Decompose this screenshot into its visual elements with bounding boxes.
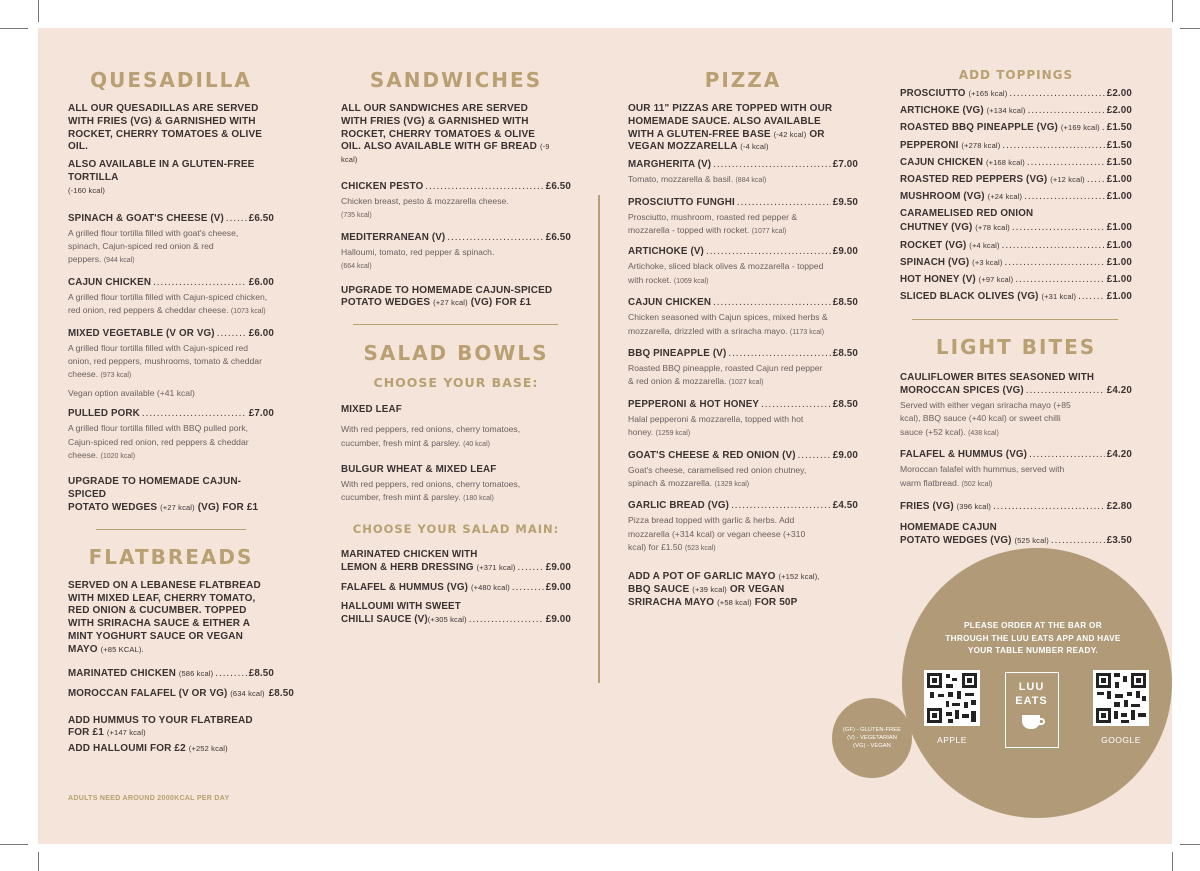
topping-name: ARTICHOKE (VG) (900, 105, 984, 117)
topping-price: £1.50 (1106, 139, 1132, 151)
topping-price: £1.50 (1106, 122, 1132, 134)
crop-mark (1180, 844, 1200, 845)
topping-name: SLICED BLACK OLIVES (VG) (900, 291, 1039, 303)
sandwiches-intro: ALL OUR SANDWICHES ARE SERVED WITH FRIES (VG) & GARNISHED WITH ROCKET, CHERRY TOMATOES & OLIVE OIL. ALSO AVAILABLE WITH GF BREAD (-9 kcal) (341, 103, 550, 165)
topping-price: £1.00 (1106, 191, 1132, 203)
salad-base-item: BULGUR WHEAT & MIXED LEAF With red peppers, red onions, cherry tomatoes, cucumber, fresh mint & parsley. (180 kcal) (341, 464, 521, 503)
column-quesadilla (68, 28, 294, 756)
section-title-flatbreads: FLATBREADS (88, 544, 254, 569)
quesadilla-upgrade: UPGRADE TO HOMEMADE CAJUN-SPICED POTATO WEDGES (+27 kcal) (VG) FOR £1 (68, 476, 259, 514)
section-divider (912, 319, 1118, 320)
apple-label: APPLE (937, 735, 967, 745)
salad-main-item: FALAFEL & HUMMUS (VG) (+480 kcal) ..... £9.00 (341, 582, 571, 593)
section-divider (96, 529, 246, 530)
legend-vg: (VG) - VEGAN (853, 743, 891, 749)
topping-item (900, 174, 1132, 185)
salad-main-item: HALLOUMI WITH SWEET CHILLI SAUCE (V) (+305 kcal) ..... £9.00 (341, 601, 571, 625)
pizza-item: PROSCIUTTO FUNGHI ..... £9.50 Prosciutto, mushroom, roasted red pepper & mozzarella - topped with rocket. (1077 kcal) (628, 197, 858, 239)
topping-price: £2.00 (1106, 105, 1132, 117)
kcal-footer-note: ADULTS NEED AROUND 2000KCAL PER DAY (68, 795, 230, 802)
crop-mark (0, 844, 28, 845)
column-divider (598, 195, 600, 683)
column-toppings (900, 28, 1132, 546)
pizza-intro: OUR 11" PIZZAS ARE TOPPED WITH OUR HOMEMADE SAUCE. ALSO AVAILABLE WITH A GLUTEN-FREE BASE (-42 kcal) OR VEGAN MOZZARELLA (-4 kcal) (628, 103, 833, 153)
salad-main-item: MARINATED CHICKEN WITH LEMON & HERB DRESSING (+371 kcal) ..... £9.00 (341, 549, 571, 573)
topping-item (900, 122, 1132, 133)
topping-item (900, 191, 1132, 202)
topping-kcal: (+12 kcal) (1050, 174, 1085, 184)
pizza-add-pot: ADD A POT OF GARLIC MAYO (+152 kcal), BBQ SAUCE (+39 kcal) OR VEGAN SRIRACHA MAYO (+58 kcal) FOR 50P (628, 570, 820, 608)
light-bite-item: CAULIFLOWER BITES SEASONED WITH MOROCCAN SPICES (VG) ..... £4.20 Served with either vegan sriracha mayo (+85 kcal), BBQ sauce (+40 kcal) or sweet chilli sauce (+52 kcal). (438 kcal) (900, 372, 1132, 440)
pizza-item: GOAT'S CHEESE & RED ONION (V) ..... £9.00 Goat's cheese, caramelised red onion chutney, spinach & mozzarella. (1329 kcal) (628, 450, 858, 492)
legend-gf: (GF) - GLUTEN-FREE (843, 727, 901, 733)
crop-mark (1172, 0, 1173, 22)
topping-item (900, 88, 1132, 99)
topping-item (900, 105, 1132, 116)
section-title-light-bites: LIGHT BITES (935, 335, 1097, 360)
logo-text-bottom: EATS (1015, 695, 1048, 707)
flatbread-item: MARINATED CHICKEN (586 kcal) ..... £8.50 (68, 668, 274, 679)
topping-kcal: (+278 kcal) (961, 140, 1001, 150)
order-instructions: PLEASE ORDER AT THE BAR OR THROUGH THE LUU EATS APP AND HAVE YOUR TABLE NUMBER READY. (945, 621, 1121, 655)
order-info-circle (902, 548, 1172, 818)
topping-item (900, 140, 1132, 151)
topping-kcal: (+3 kcal) (972, 257, 1003, 267)
salad-base-item: MIXED LEAF With red peppers, red onions, cherry tomatoes, cucumber, fresh mint & parsley. (40 kcal) (341, 404, 521, 448)
legend-v: (V) - VEGETARIAN (847, 735, 897, 741)
column-pizza (628, 28, 858, 609)
crop-mark (38, 0, 39, 22)
light-bite-item: FALAFEL & HUMMUS (VG) ..... £4.20 Moroccan falafel with hummus, served with warm flatbread. (502 kcal) (900, 449, 1132, 491)
topping-price: £1.00 (1106, 222, 1132, 234)
section-title-toppings: ADD TOPPINGS (958, 68, 1074, 82)
topping-name: CAJUN CHICKEN (900, 156, 984, 168)
topping-name: ROCKET (VG) (900, 239, 967, 251)
topping-item (900, 274, 1132, 285)
section-title-pizza: PIZZA (704, 68, 782, 92)
light-bite-item: FRIES (VG) (396 kcal) ..... £2.80 (900, 501, 1132, 512)
qr-code-google[interactable] (1093, 670, 1149, 726)
quesadilla-item: PULLED PORK ..... £7.00 A grilled flour tortilla filled with BBQ pulled pork, Cajun-spiced red onion, red peppers & cheddar cheese. (1020 kcal) (68, 408, 274, 463)
topping-item (900, 208, 1132, 233)
pizza-item: ARTICHOKE (V) ..... £9.00 Artichoke, sliced black olives & mozzarella - topped with rocket. (1069 kcal) (628, 246, 858, 288)
topping-kcal: (+168 kcal) (985, 157, 1025, 167)
topping-name: MUSHROOM (VG) (900, 191, 985, 203)
section-divider (353, 324, 558, 325)
logo-text-top: LUU (1018, 681, 1045, 693)
topping-kcal: (+31 kcal) (1041, 292, 1077, 302)
section-title-sandwiches: SANDWICHES (369, 68, 543, 92)
topping-price: £2.00 (1106, 88, 1132, 99)
topping-kcal: (+169 kcal) (1060, 123, 1100, 133)
pizza-item: GARLIC BREAD (VG) ..... £4.50 Pizza bread topped with garlic & herbs. Add mozzarella (+314 kcal) or vegan cheese (+310 kcal) for £1.50 (523 kcal) (628, 500, 858, 555)
flatbread-add-halloumi: ADD HALLOUMI FOR £2 (+252 kcal) (68, 743, 228, 755)
cup-icon (1022, 715, 1040, 729)
dietary-legend-circle (832, 698, 912, 778)
crop-mark (38, 852, 39, 871)
pizza-item: PEPPERONI & HOT HONEY ..... £8.50 Halal pepperoni & mozzarella, topped with hot honey. (1259 kcal) (628, 399, 858, 441)
pizza-item: MARGHERITA (V) ..... £7.00 Tomato, mozzarella & basil. (884 kcal) (628, 159, 858, 187)
light-bite-item: HOMEMADE CAJUN POTATO WEDGES (VG) (525 kcal) ..... £3.50 (900, 522, 1132, 546)
sandwich-item: CHICKEN PESTO ..... £6.50 Chicken breast, pesto & mozzarella cheese. (735 kcal) (341, 181, 571, 223)
quesadilla-gf-note: ALSO AVAILABLE IN A GLUTEN-FREE TORTILLA (-160 kcal) (68, 159, 255, 195)
flatbread-add-hummus: ADD HUMMUS TO YOUR FLATBREAD FOR £1 (+147 kcal) (68, 714, 253, 739)
topping-kcal: (+134 kcal) (986, 106, 1026, 116)
kcal-label: (-160 kcal) (68, 185, 106, 195)
topping-kcal: (+97 kcal) (978, 274, 1014, 284)
topping-item (900, 157, 1132, 168)
quesadilla-item: SPINACH & GOAT'S CHEESE (V) ..... £6.50 A grilled flour tortilla filled with goat's cheese, spinach, Cajun-spiced red onion & red peppers. (944 kcal) (68, 213, 274, 268)
topping-price: £1.00 (1106, 173, 1132, 185)
crop-mark (0, 28, 28, 29)
crop-mark (1180, 28, 1200, 29)
column-sandwiches (341, 28, 571, 625)
topping-price: £1.00 (1106, 256, 1132, 268)
topping-name: HOT HONEY (V) (900, 273, 976, 285)
topping-kcal: (+4 kcal) (969, 240, 1000, 250)
quesadilla-item: CAJUN CHICKEN ..... £6.00 A grilled flour tortilla filled with Cajun-spiced chicken, red onion, red peppers & cheddar cheese. (1073 kcal) (68, 277, 274, 319)
topping-kcal: (+78 kcal) (975, 223, 1010, 233)
cup-handle-icon (1039, 718, 1045, 725)
topping-price: £1.00 (1106, 239, 1132, 251)
topping-name: CHUTNEY (VG) (900, 222, 973, 234)
google-label: GOOGLE (1101, 735, 1141, 745)
section-title-salad-bowls: SALAD BOWLS (363, 341, 549, 366)
topping-kcal: (+165 kcal) (968, 89, 1008, 98)
pizza-item: BBQ PINEAPPLE (V) ..... £8.50 Roasted BBQ pineapple, roasted Cajun red pepper & red onion & mozzarella. (1027 kcal) (628, 348, 858, 390)
topping-name: ROASTED RED PEPPERS (VG) (900, 173, 1048, 185)
flatbread-item: MOROCCAN FALAFEL (V OR VG) (634 kcal) £8.50 (68, 687, 294, 699)
topping-price: £1.00 (1106, 291, 1132, 303)
section-title-quesadilla: QUESADILLA (90, 68, 252, 92)
quesadilla-intro: ALL OUR QUESADILLAS ARE SERVED WITH FRIES (VG) & GARNISHED WITH ROCKET, CHERRY TOMATOES & OLIVE OIL. (68, 103, 263, 153)
crop-mark (1172, 852, 1173, 871)
luu-eats-logo (1005, 672, 1059, 748)
sandwich-upgrade: UPGRADE TO HOMEMADE CAJUN-SPICED POTATO WEDGES (+27 kcal) (VG) FOR £1 (341, 284, 553, 309)
topping-name: ROASTED BBQ PINEAPPLE (VG) (900, 122, 1058, 134)
topping-price: £1.50 (1106, 156, 1132, 168)
salad-base-title: CHOOSE YOUR BASE: (373, 375, 539, 391)
pizza-item: CAJUN CHICKEN ..... £8.50 Chicken seasoned with Cajun spices, mixed herbs & mozzarella, drizzled with a sriracha mayo. (1173 kcal) (628, 297, 858, 339)
menu-sheet (38, 28, 1172, 844)
sandwich-item: MEDITERRANEAN (V) ..... £6.50 Halloumi, tomato, red pepper & spinach. (664 kcal) (341, 232, 571, 274)
topping-name: PROSCIUTTO (900, 88, 966, 99)
topping-item (900, 257, 1132, 268)
topping-item (900, 240, 1132, 251)
topping-price: £1.00 (1106, 273, 1132, 285)
flatbreads-intro: SERVED ON A LEBANESE FLATBREAD WITH MIXED LEAF, CHERRY TOMATO, RED ONION & CUCUMBER. TOPPED WITH SRIRACHA SAUCE & EITHER A MINT YOGHURT SAUCE OR VEGAN MAYO (+85 KCAL). (68, 579, 261, 655)
quesadilla-item: MIXED VEGETABLE (V OR VG) ..... £6.00 A grilled flour tortilla filled with Cajun-spiced red onion, red peppers, mushrooms, tomato & cheddar cheese. (973 kcal) Vegan option available (+41 kcal) (68, 328, 274, 401)
topping-name-line: CARAMELISED RED ONION (900, 208, 1034, 220)
qr-code-apple[interactable] (924, 670, 980, 726)
topping-item (900, 291, 1132, 302)
topping-name: SPINACH (VG) (900, 256, 970, 268)
topping-kcal: (+24 kcal) (987, 192, 1023, 202)
toppings-list (900, 88, 1132, 302)
salad-main-title: CHOOSE YOUR SALAD MAIN: (352, 521, 560, 536)
topping-name: PEPPERONI (900, 139, 959, 151)
